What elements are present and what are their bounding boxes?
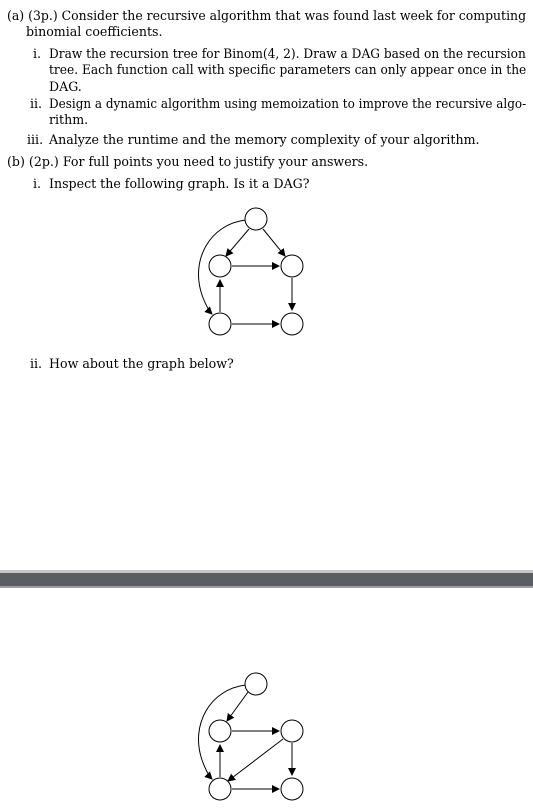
item-a-iii-num: iii. xyxy=(27,132,44,147)
node2-left xyxy=(209,720,231,742)
item-b-i-num: i. xyxy=(33,176,42,191)
item-b-ii-text: How about the graph below? xyxy=(49,356,234,371)
item-b-ii-num: ii. xyxy=(30,356,43,371)
node-bottom-left xyxy=(209,313,231,335)
node-bottom-right xyxy=(281,313,303,335)
item-b-i-text: Inspect the following graph. Is it a DAG? xyxy=(49,176,310,191)
part-a-points: (3p.) xyxy=(28,8,58,23)
divider-bar xyxy=(0,573,533,586)
part-b-intro: For full points you need to justify your answers. xyxy=(62,154,369,169)
graph-1-diagram xyxy=(190,200,320,345)
node-top xyxy=(245,208,267,230)
part-a-intro-line2: binomial coefficients. xyxy=(26,24,163,39)
item-a-i-line2: tree. Each function call with specific parameters can only appear once in the xyxy=(49,62,527,77)
part-a-label: (a) xyxy=(7,8,25,23)
item-a-ii-num: ii. xyxy=(30,96,43,111)
item-a-i-num: i. xyxy=(33,46,42,61)
graph-2-diagram xyxy=(190,665,320,810)
node-left xyxy=(209,255,231,277)
item-a-i-line3: DAG. xyxy=(49,79,82,94)
part-b-points: (2p.) xyxy=(28,154,59,169)
node2-top xyxy=(245,673,267,695)
edge2-top-to-left xyxy=(227,692,248,721)
part-b-label: (b) xyxy=(7,154,25,169)
page-break-divider xyxy=(0,570,533,590)
item-a-iii-line1: Analyze the runtime and the memory complexity of your algorithm. xyxy=(49,132,480,147)
node-right xyxy=(281,255,303,277)
part-a-header xyxy=(7,8,527,24)
node2-right xyxy=(281,720,303,742)
item-a-ii-line2: rithm. xyxy=(49,112,89,127)
node2-bottom-left xyxy=(209,778,231,800)
divider-shadow xyxy=(0,586,533,588)
edge-top-to-right xyxy=(263,229,285,256)
edge2-right-to-bottomleft xyxy=(228,739,283,781)
edge-top-to-left xyxy=(226,229,249,256)
item-a-ii-line1: Design a dynamic algorithm using memoization to improve the recursive algo- xyxy=(49,96,527,111)
node2-bottom-right xyxy=(281,778,303,800)
part-b-header xyxy=(7,154,368,170)
item-a-i-line1: Draw the recursion tree for Binom(4, 2). Draw a DAG based on the recursion xyxy=(49,46,526,61)
part-a-intro-line1: Consider the recursive algorithm that was found last week for computing xyxy=(61,8,527,23)
